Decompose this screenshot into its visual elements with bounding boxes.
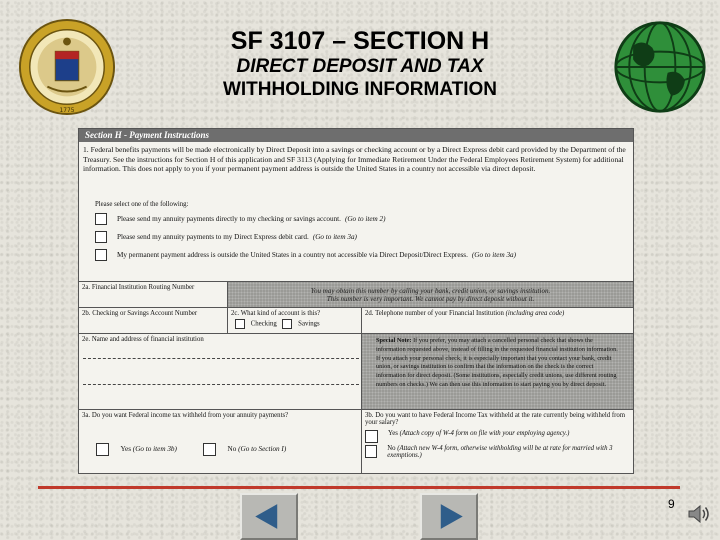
option-outside-us <box>95 249 516 261</box>
savings-label: Savings <box>298 320 320 328</box>
option-3-label: My permanent payment address is outside the United States in a country not accessible via Direct Deposit/Direct Express. <box>117 251 468 259</box>
savings-checkbox <box>282 319 292 329</box>
item-1-text: 1. Federal benefits payments will be made electronically by Direct Deposit into a savings or checking account or by a Direct Express debit card provided by the Department of the Treasury. See the instructions for Section H of this application and SF 3113 (Applying for Immediate Retirement Under the Federal Employees Retirement System) for additional information. This does not apply to you if your permanent payment address is outside the United States in a country not accessible via direct deposit. <box>83 145 626 174</box>
checking-label: Checking <box>250 320 277 328</box>
account-number-label: 2b. Checking or Savings Account Number <box>82 310 198 317</box>
speaker-icon[interactable] <box>686 502 710 526</box>
yes-3a-label: Yes <box>120 445 131 454</box>
option-3-note: (Go to item 3a) <box>471 251 517 259</box>
option-checking-savings <box>95 213 386 225</box>
question-3b: 3b. Do you want to have Federal Income Tax withheld at the rate currently being withheld from your salary? <box>365 412 626 426</box>
question-3a: 3a. Do you want Federal income tax withheld from your annuity payments? <box>82 412 289 419</box>
next-arrow-icon <box>422 495 476 538</box>
option-3-checkbox <box>95 249 107 261</box>
option-2-label: Please send my annuity payments to my Direct Express debit card. <box>117 233 309 241</box>
select-one-label: Please select one of the following: <box>95 201 189 208</box>
special-note-title: Special Note: <box>376 337 412 344</box>
footer-divider <box>38 486 680 489</box>
row-2a <box>79 281 633 307</box>
checking-checkbox <box>235 319 245 329</box>
globe-icon <box>612 18 708 116</box>
no-3b-label: No <box>387 445 396 452</box>
previous-slide-button[interactable] <box>240 493 298 540</box>
form-scan-image <box>78 128 634 474</box>
address-line-1 <box>83 358 359 359</box>
yes-3a-note: (Go to item 3b) <box>132 445 177 454</box>
routing-note-line-1: You may obtain this number by calling your bank, credit union, or savings institution. <box>310 287 551 295</box>
phone-note: (including area code) <box>505 310 565 317</box>
routing-number-note <box>227 282 633 307</box>
no-3b-note: (Attach new W-4 form, otherwise withholding will be at rate for married with 3 exemptions.) <box>387 445 613 459</box>
section-h-header: Section H - Payment Instructions <box>79 129 633 142</box>
no-3b-checkbox <box>365 445 377 458</box>
row-3 <box>79 409 633 473</box>
account-kind-label: 2c. What kind of account is this? <box>231 310 321 317</box>
svg-text:1775: 1775 <box>59 108 75 115</box>
yes-3b-label: Yes <box>388 430 398 437</box>
option-1-checkbox <box>95 213 107 225</box>
address-line-2 <box>83 384 359 385</box>
title-line-1: SF 3107 – SECTION H <box>230 27 490 55</box>
tax-withheld-cell <box>79 410 361 473</box>
row-2e <box>79 333 633 409</box>
account-kind-cell <box>227 308 361 333</box>
row-2b <box>79 307 633 333</box>
institution-address-label: 2e. Name and address of financial institution <box>82 336 204 343</box>
phone-cell <box>361 308 633 333</box>
option-1-label: Please send my annuity payments directly to my checking or savings account. <box>117 215 341 223</box>
yes-3a-checkbox <box>96 443 109 456</box>
previous-arrow-icon <box>242 495 296 538</box>
no-3a-label: No <box>227 445 237 454</box>
routing-note-line-2: This number is very important. We cannot pay by direct deposit without it. <box>326 295 535 303</box>
title-line-2: DIRECT DEPOSIT AND TAX <box>236 56 484 77</box>
withhold-rate-cell <box>361 410 633 473</box>
special-note-text: If you prefer, you may attach a cancelled personal check that shows the information requested above, instead of filling in the requested financial institution information. If you attach your personal check, it is especially important that you contact your bank, credit union, or savings institution to confirm that the information on the check is the correct information for direct deposit. (Some institutions, especially credit unions, use different routing numbers on checks.) We can then use this information to start paying you by direct deposit. <box>376 337 618 389</box>
option-2-checkbox <box>95 231 107 243</box>
next-slide-button[interactable] <box>420 493 478 540</box>
option-1-note: (Go to item 2) <box>344 215 386 223</box>
no-3a-note: (Go to Section I) <box>238 445 287 454</box>
no-3a-checkbox <box>203 443 216 456</box>
option-direct-express <box>95 231 357 243</box>
special-note <box>361 334 633 409</box>
yes-3b-note: (Attach copy of W-4 form on file with your employing agency.) <box>399 430 570 437</box>
phone-label: 2d. Telephone number of your Financial Institution <box>365 310 504 317</box>
option-2-note: (Go to item 3a) <box>312 233 357 241</box>
routing-number-label: 2a. Financial Institution Routing Number <box>82 284 195 291</box>
title-line-3: WITHHOLDING INFORMATION <box>222 78 498 100</box>
institution-address-cell <box>79 334 361 409</box>
slide-title <box>140 26 580 102</box>
yes-3b-checkbox <box>365 430 378 443</box>
page-number: 9 <box>668 497 675 511</box>
army-seal-icon <box>18 18 116 116</box>
